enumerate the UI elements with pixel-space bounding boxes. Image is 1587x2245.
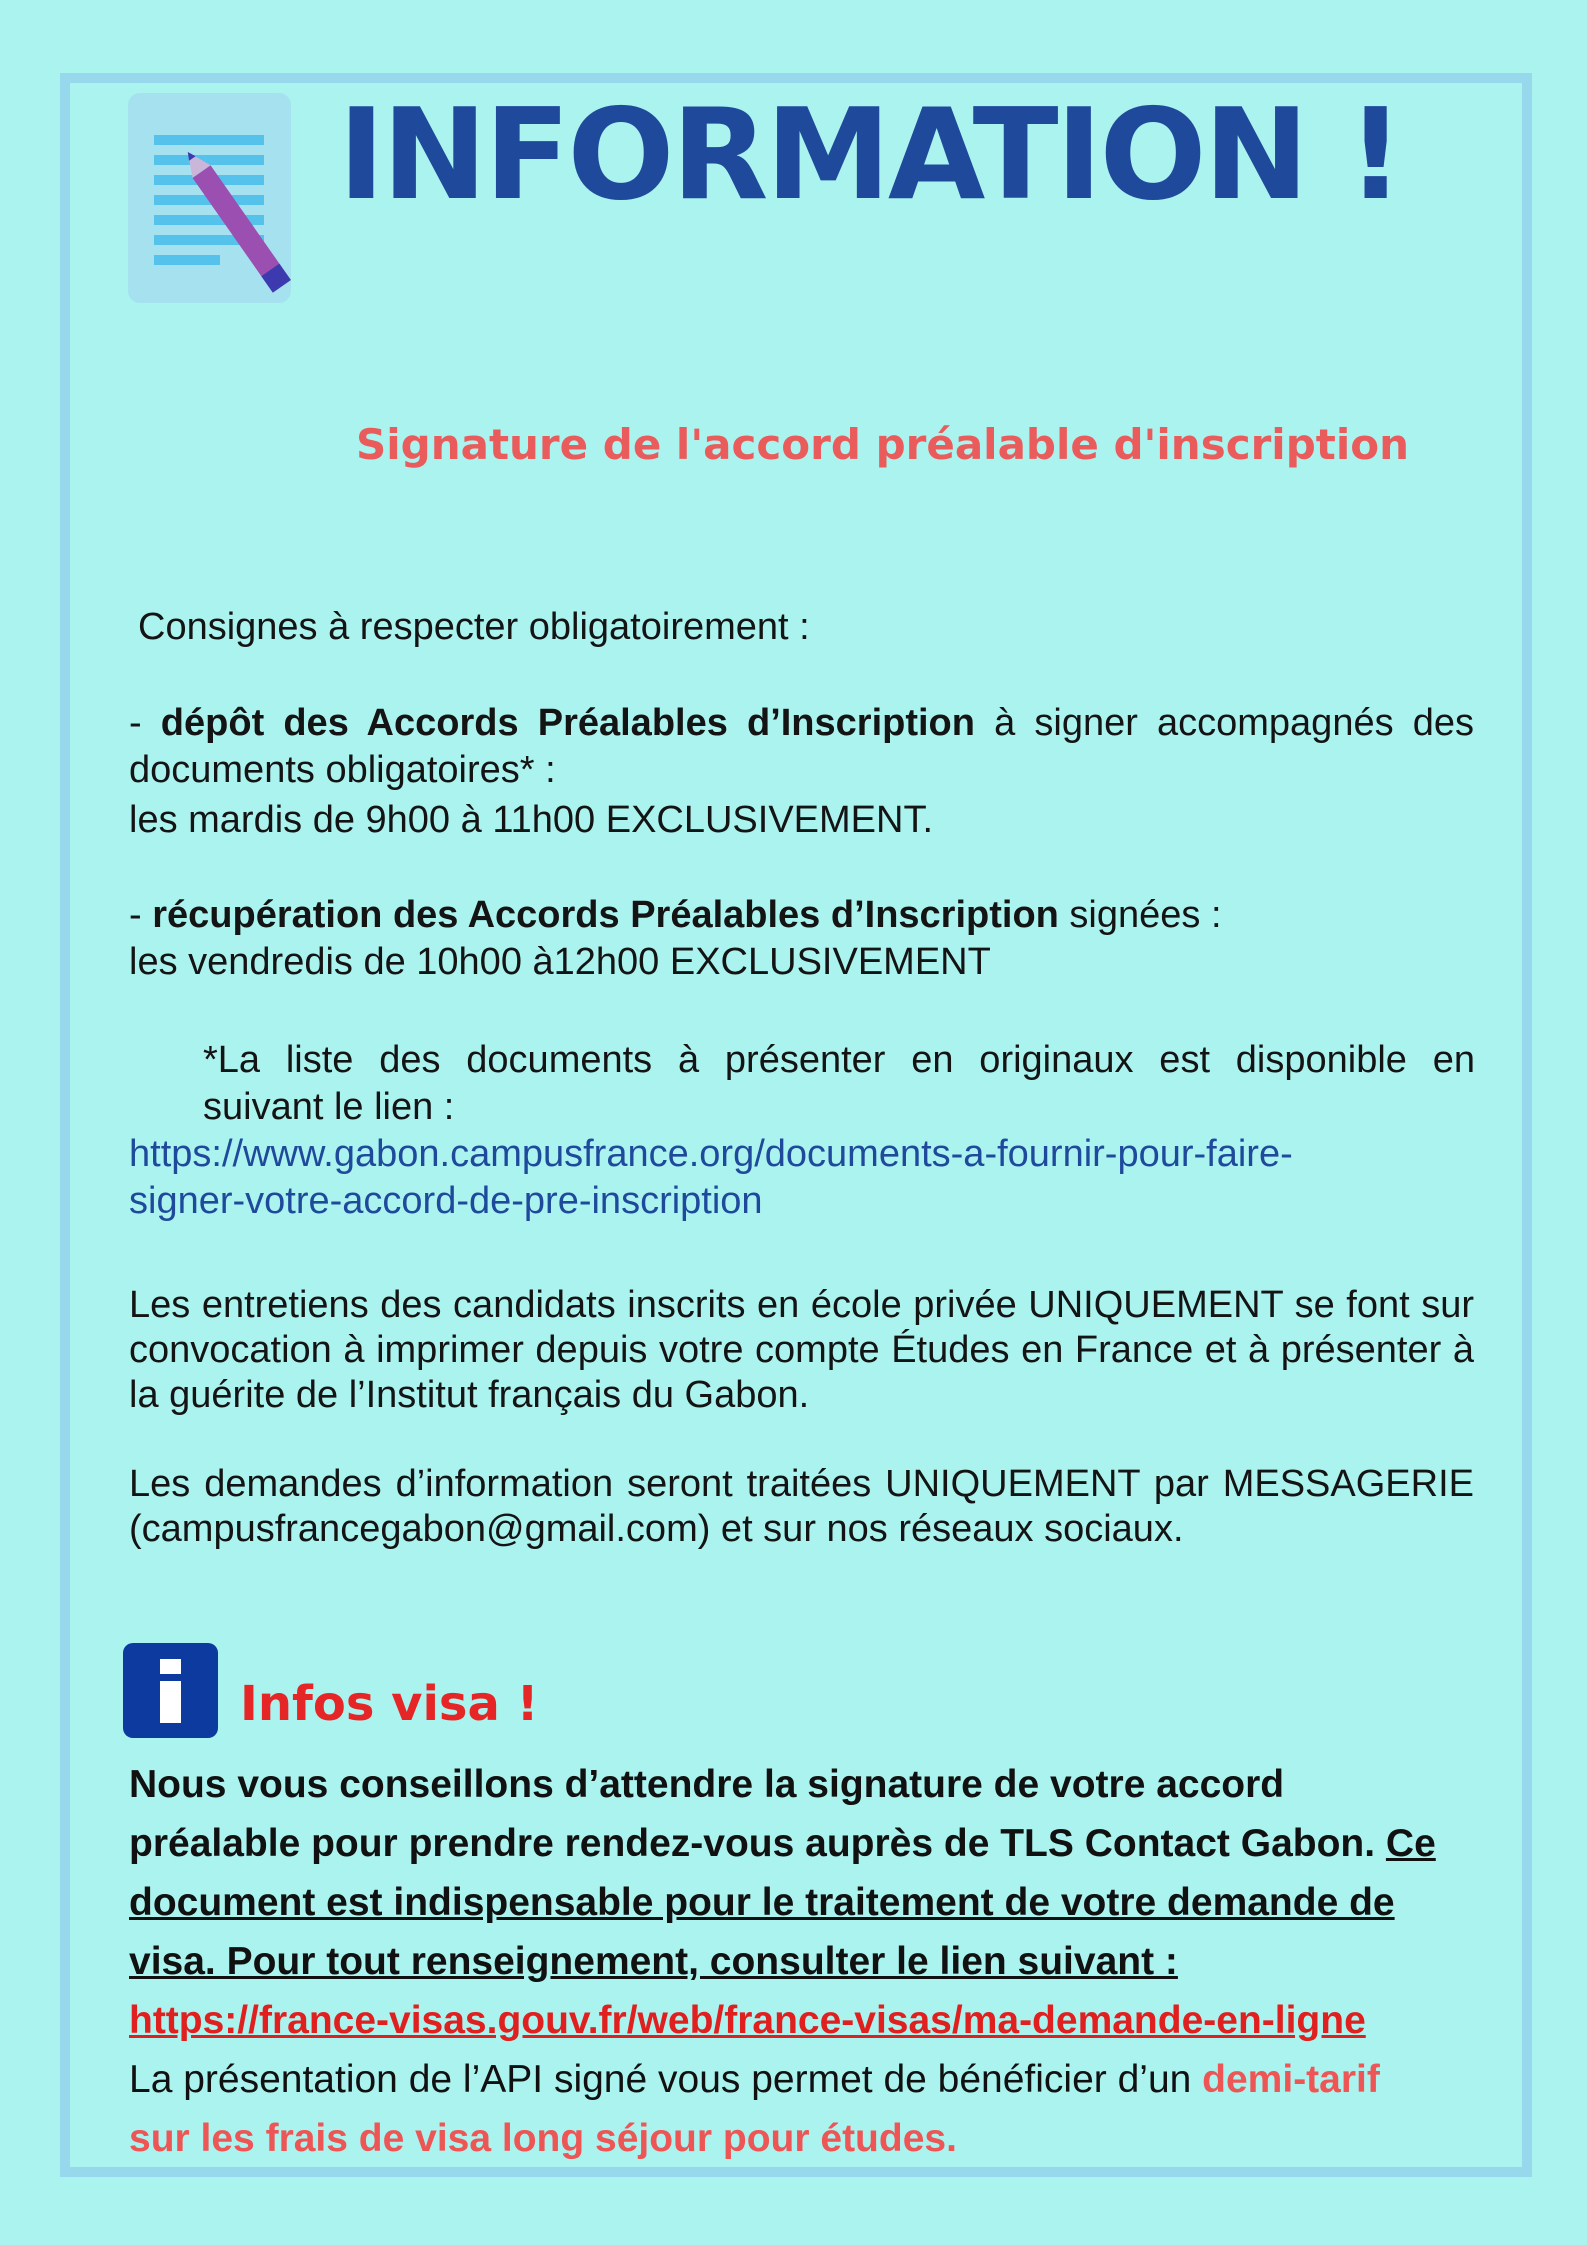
- visa-line-4: visa. Pour tout renseignement, consulter le lien suivant :: [129, 1940, 1178, 1983]
- documents-note-line2: suivant le lien :: [203, 1086, 455, 1128]
- depot-schedule: les mardis de 9h00 à 11h00 EXCLUSIVEMENT.: [129, 799, 934, 841]
- documents-link-line2[interactable]: signer-votre-accord-de-pre-inscription: [129, 1180, 763, 1222]
- recuperation-rest: signées :: [1058, 894, 1222, 936]
- documents-note: [203, 1037, 1475, 1131]
- recuperation-schedule: les vendredis de 10h00 à12h00 EXCLUSIVEMENT: [129, 941, 991, 983]
- page-subtitle: Signature de l'accord préalable d'inscription: [356, 420, 1409, 469]
- demi-tarif-highlight: demi-tarif: [1202, 2058, 1380, 2101]
- documents-link[interactable]: [129, 1131, 1474, 1225]
- depot-prefix: -: [129, 702, 161, 744]
- visa-line-3: document est indispensable pour le traitement de votre demande de: [129, 1881, 1395, 1924]
- visa-line-6: [129, 2050, 1509, 2109]
- recuperation-paragraph: [129, 892, 1474, 939]
- france-visas-link[interactable]: https://france-visas.gouv.fr/web/france-visas/ma-demande-en-ligne: [129, 1999, 1366, 2042]
- depot-paragraph: [129, 700, 1474, 794]
- recuperation-prefix: -: [129, 894, 153, 936]
- visa-line-2: [129, 1814, 1509, 1873]
- infos-visa-heading: Infos visa !: [240, 1676, 539, 1732]
- documents-link-line1[interactable]: https://www.gabon.campusfrance.org/documents-a-fournir-pour-faire-: [129, 1133, 1293, 1175]
- depot-bold: dépôt des Accords Préalables d’Inscription: [160, 702, 975, 744]
- visa-line-1: Nous vous conseillons d’attendre la signature de votre accord: [129, 1763, 1285, 1806]
- entretiens-paragraph: Les entretiens des candidats inscrits en école privée UNIQUEMENT se font sur convocation à imprimer depuis votre compte Études en France et à présenter à la guérite de l’Institut français du Gabon.: [129, 1284, 1474, 1416]
- consignes-heading: Consignes à respecter obligatoirement :: [138, 606, 810, 648]
- documents-note-line1: *La liste des documents à présenter en originaux est disponible en: [203, 1039, 1475, 1081]
- info-icon: [123, 1643, 218, 1738]
- visa-block: [129, 1755, 1509, 2168]
- visa-line-2-plain: préalable pour prendre rendez-vous auprès de TLS Contact Gabon.: [129, 1822, 1386, 1865]
- recuperation-bold: récupération des Accords Préalables d’Inscription: [152, 894, 1059, 936]
- depot-rest: à signer accompagnés des documents obligatoires* :: [129, 702, 1474, 791]
- visa-line-7: sur les frais de visa long séjour pour études.: [129, 2117, 957, 2160]
- demandes-paragraph: Les demandes d’information seront traitées UNIQUEMENT par MESSAGERIE (campusfrancegabon@gmail.com) et sur nos réseaux sociaux.: [129, 1463, 1474, 1550]
- visa-line-6-normal: La présentation de l’API signé vous permet de bénéficier d’un: [129, 2058, 1203, 2101]
- page-title: INFORMATION !: [338, 81, 1402, 228]
- document-pencil-icon: [128, 93, 310, 311]
- visa-line-2-underlined: Ce: [1385, 1822, 1436, 1865]
